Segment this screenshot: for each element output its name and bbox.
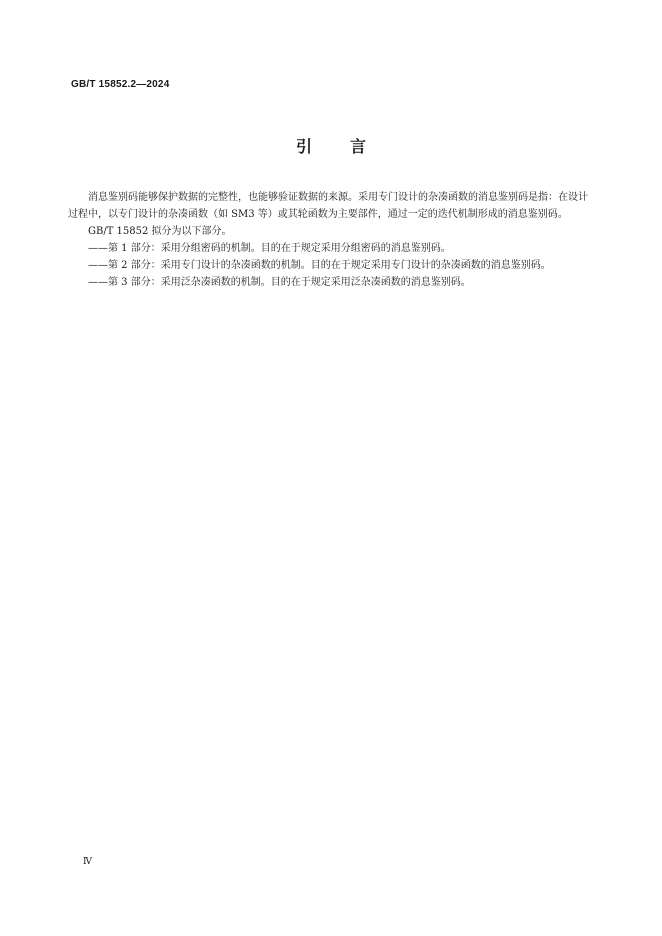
part-list-item-1: ——第 1 部分：采用分组密码的机制。目的在于规定采用分组密码的消息鉴别码。: [88, 243, 451, 254]
part-list-item-2: ——第 2 部分：采用专门设计的杂凑函数的机制。目的在于规定采用专门设计的杂凑函数的消息鉴别码。: [88, 260, 551, 271]
part-list-item-3: ——第 3 部分：采用泛杂凑函数的机制。目的在于规定采用泛杂凑函数的消息鉴别码。: [88, 277, 471, 288]
parts-intro-paragraph: GB/T 15852 拟分为以下部分。: [88, 226, 232, 237]
title-char-2: 言: [350, 137, 367, 156]
body-text: [68, 189, 588, 291]
page-number: Ⅳ: [83, 857, 92, 867]
title-char-1: 引: [295, 137, 312, 156]
page-title: [0, 134, 662, 157]
standard-code: GB/T 15852.2—2024: [71, 79, 170, 90]
intro-paragraph: 消息鉴别码能够保护数据的完整性，也能够验证数据的来源。采用专门设计的杂凑函数的消息鉴别码是指：在设计过程中，以专门设计的杂凑函数（如 SM3 等）或其轮函数为主要部件，通过一定的迭代机制形成的消息鉴别码。: [68, 192, 588, 220]
